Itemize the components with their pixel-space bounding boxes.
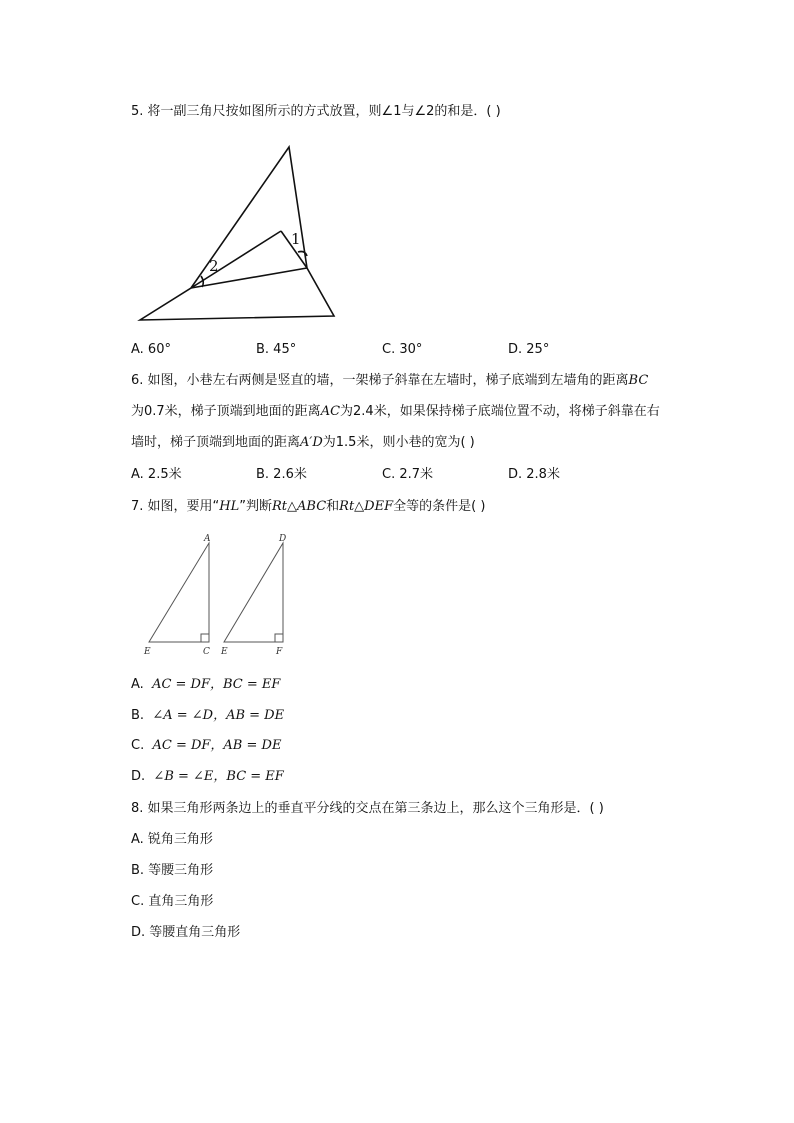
q7-label-f: F [276, 647, 283, 657]
q7-label-c: C [203, 647, 210, 657]
q6-option-a[interactable]: A. 2.5米 [131, 467, 182, 482]
q6-text-3a: 墙时，梯子顶端到地面的距离 [131, 435, 301, 450]
q6-option-b[interactable]: B. 2.6米 [256, 467, 307, 482]
q6-math-ad: A′D [300, 435, 323, 450]
q7-math-rt-abc: Rt△ABC [272, 499, 327, 514]
q6-text-3b: 为1.5米，则小巷的宽为( ) [322, 435, 475, 450]
q8-option-d[interactable]: D. 等腰直角三角形 [131, 925, 241, 940]
q7-triangle-abc [149, 543, 209, 642]
q7-label-a: A [204, 534, 211, 544]
q7-option-b[interactable] [131, 707, 284, 725]
q7-math-hl: HL [219, 499, 240, 514]
q7-right-angle-c [201, 634, 209, 642]
q6-option-d[interactable]: D. 2.8米 [508, 467, 560, 482]
q7-option-d[interactable] [131, 768, 284, 786]
q7-option-a-expr: AC = DF，BC = EF [152, 677, 281, 692]
q7-right-angle-f [275, 634, 283, 642]
q7-text-d: 全等的条件是( ) [393, 499, 486, 514]
q5-label-2: 2 [209, 257, 219, 275]
q7-math-rt-def: Rt△DEF [339, 499, 394, 514]
q5-option-c[interactable]: C. 30° [382, 342, 423, 357]
q7-option-b-expr: ∠A = ∠D，AB = DE [152, 708, 285, 723]
q7-option-a[interactable] [131, 676, 280, 694]
q7-triangles-figure [140, 532, 300, 662]
q5-triangle-rulers-figure [135, 140, 340, 325]
q5-option-a[interactable]: A. 60° [131, 342, 171, 357]
q7-text-c: 和 [326, 499, 340, 514]
q6-math-ac: AC [320, 404, 341, 419]
q8-option-b[interactable]: B. 等腰三角形 [131, 863, 214, 878]
q7-triangle-def [224, 543, 283, 642]
q7-option-a-letter: A. [131, 677, 144, 692]
q7-label-e2: E [221, 647, 228, 657]
q8-stem: 8. 如果三角形两条边上的垂直平分线的交点在第三条边上，那么这个三角形是．( ) [131, 801, 604, 816]
q7-stem [131, 498, 485, 516]
q7-option-d-letter: D. [131, 769, 146, 784]
q7-option-c[interactable] [131, 737, 281, 755]
q5-option-b[interactable]: B. 45° [256, 342, 297, 357]
q8-option-a[interactable]: A. 锐角三角形 [131, 832, 213, 847]
q6-option-c[interactable]: C. 2.7米 [382, 467, 434, 482]
q6-options [131, 466, 691, 484]
q6-math-bc: BC [628, 373, 649, 388]
q6-text-2a: 为0.7米，梯子顶端到地面的距离 [131, 404, 321, 419]
q7-option-d-expr: ∠B = ∠E，BC = EF [153, 769, 284, 784]
q8-option-c[interactable]: C. 直角三角形 [131, 894, 214, 909]
q6-stem-line1 [131, 372, 648, 390]
q7-label-e1: E [144, 647, 151, 657]
q5-label-1: 1 [291, 230, 301, 248]
q6-text-2b: 为2.4米，如果保持梯子底端位置不动，将梯子斜靠在右 [340, 404, 660, 419]
q5-option-d[interactable]: D. 25° [508, 342, 550, 357]
q7-text-a: 7. 如图，要用“ [131, 499, 220, 514]
q6-text-1a: 6. 如图，小巷左右两侧是竖直的墙，一架梯子斜靠在左墙时，梯子底端到左墙角的距离 [131, 373, 629, 388]
q7-text-b: ”判断 [239, 499, 273, 514]
q5-options [131, 341, 691, 359]
q7-option-b-letter: B. [131, 708, 145, 723]
q6-stem-line3 [131, 434, 475, 452]
q7-label-d: D [279, 534, 287, 544]
q7-option-c-letter: C. [131, 738, 145, 753]
q7-option-c-expr: AC = DF，AB = DE [152, 738, 282, 753]
q5-stem: 5. 将一副三角尺按如图所示的方式放置，则∠1与∠2的和是．( ) [131, 104, 501, 119]
q6-stem-line2 [131, 403, 660, 421]
q5-large-triangle [140, 147, 334, 320]
